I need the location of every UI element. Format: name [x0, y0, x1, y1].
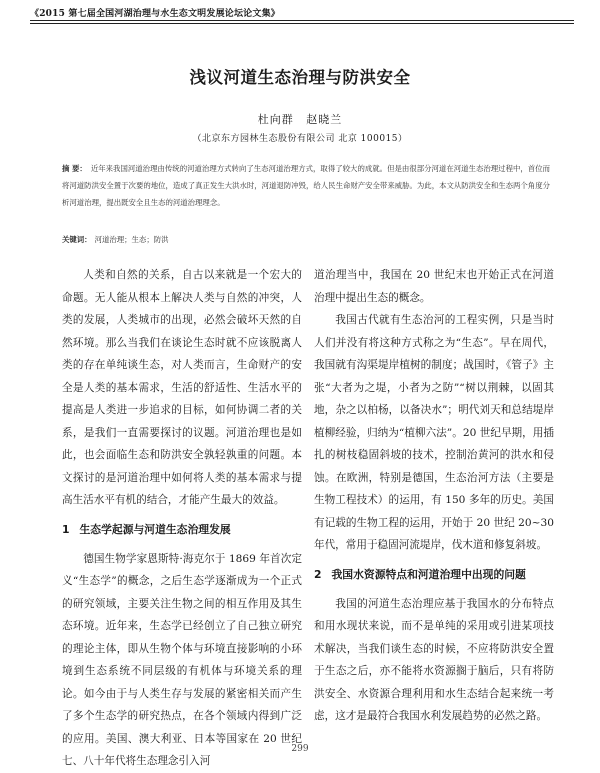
section-1-title: 生态学起源与河道生态治理发展	[79, 522, 231, 536]
section-2-paragraph: 我国的河道生态治理应基于我国水的分布特点和用水现状来说，而不是单纯的采用或引进某项技术解决，当我们谈生态的时候，不应将防洪安全置于生态之后，亦不能将水资源搁于脑后，只有将防洪安全、水资源合理利用和水生态结合起来统一考虑，这才是最符合我国水利发展趋势的必然之路。	[314, 597, 554, 722]
paper-title: 浅议河道生态治理与防洪安全	[189, 68, 411, 87]
section-2-heading	[314, 565, 554, 585]
right-column	[314, 264, 554, 728]
section-2-title: 我国水资源特点和河道治理中出现的问题	[331, 567, 526, 581]
abstract	[62, 160, 550, 211]
abstract-label: 摘 要：	[62, 164, 87, 173]
header-rule-thin	[30, 23, 574, 24]
running-header: 《2015 第七届全国河湖治理与水生态文明发展论坛论文集》	[30, 9, 280, 19]
section-1-number: 1	[62, 522, 70, 536]
left-column	[62, 264, 302, 773]
section-1-paragraph-2: 我国古代就有生态治河的工程实例，只是当时人们并没有将这种方式称之为“生态”。早在周代，我国就有沟渠堤岸植树的制度；战国时，《管子》主张“大者为之堤，小者为之防”“树以荆棘，以固其地，杂之以柏杨，以备决水”；明代刘天和总结堤岸植柳经验，归纳为“植柳六法”。20 世纪早期，用插扎的树枝稳固斜坡的技术，控制治黄河的洪水和侵蚀。在欧洲，特别是德国，生态治河方法（主要是生物工程技术）的运用，有 150 多年的历史。美国有记载的生物工程的运用，开始于 20 世纪 20~30 年代，常用于稳固河流堤岸，伐木道和修复斜坡。	[314, 314, 554, 551]
header-rule	[30, 20, 574, 21]
section-2-number: 2	[314, 567, 322, 581]
intro-paragraph: 人类和自然的关系，自古以来就是一个宏大的命题。无人能从根本上解决人类与自然的冲突，人类的发展，人类城市的出现，必然会破坏天然的自然环境。那么当我们在谈论生态时就不应该脱离人类的存在单纯谈生态，对人类而言，生命财产的安全是人类的基本需求，生活的舒适性、生活水平的提高是人类进一步追求的目标，如何协调二者的关系，是我们一直需要探讨的议题。河道治理也是如此，也会面临生态和防洪安全孰轻孰重的问题。本文探讨的是河道治理中如何将人类的基本需求与提高生活水平有机的结合，才能产生最大的效益。	[62, 269, 302, 506]
keywords	[62, 234, 550, 245]
paper-affiliation: （北京东方园林生态股份有限公司 北京 100015）	[192, 134, 408, 144]
page-number: 299	[291, 744, 309, 754]
section-1-paragraph: 德国生物学家恩斯特·海克尔于 1869 年首次定义“生态学”的概念，之后生态学逐渐成为一个正式的研究领域，主要关注生物之间的相互作用及其生态环境。近年来，生态学已经创立了自己独立研究的理论主体，即从生物个体与环境直接影响的小环境到生态系统不同层级的有机体与环境关系的理论。如今由于与人类生存与发展的紧密相关而产生了多个生态学的研究热点，在各个领域内得到广泛的应用。美国、澳大利亚、日本等国家在 20 世纪七、八十年代将生态理念引入河	[62, 552, 302, 767]
keywords-text: 河道治理；生态；防洪	[94, 235, 169, 244]
section-1-continued: 道治理当中，我国在 20 世纪末也开始正式在河道治理中提出生态的概念。	[314, 269, 554, 304]
paper-authors: 杜向群 赵晓兰	[257, 113, 343, 126]
section-1-heading	[62, 520, 302, 540]
keywords-label: 关键词：	[62, 235, 92, 244]
abstract-text: 近年来我国河道治理由传统的河道治理方式转向了生态河道治理方式，取得了较大的成就。但是由很部分河道在河道生态治理过程中，首位而将河道防洪安全置于次要的地位，造成了真正发生大洪水时，河道退防冲毁，给人民生命财产安全带来威胁。为此，本文从防洪安全和生态两个角度分析河道治理，提出既安全且生态的河道治理理念。	[62, 164, 550, 207]
